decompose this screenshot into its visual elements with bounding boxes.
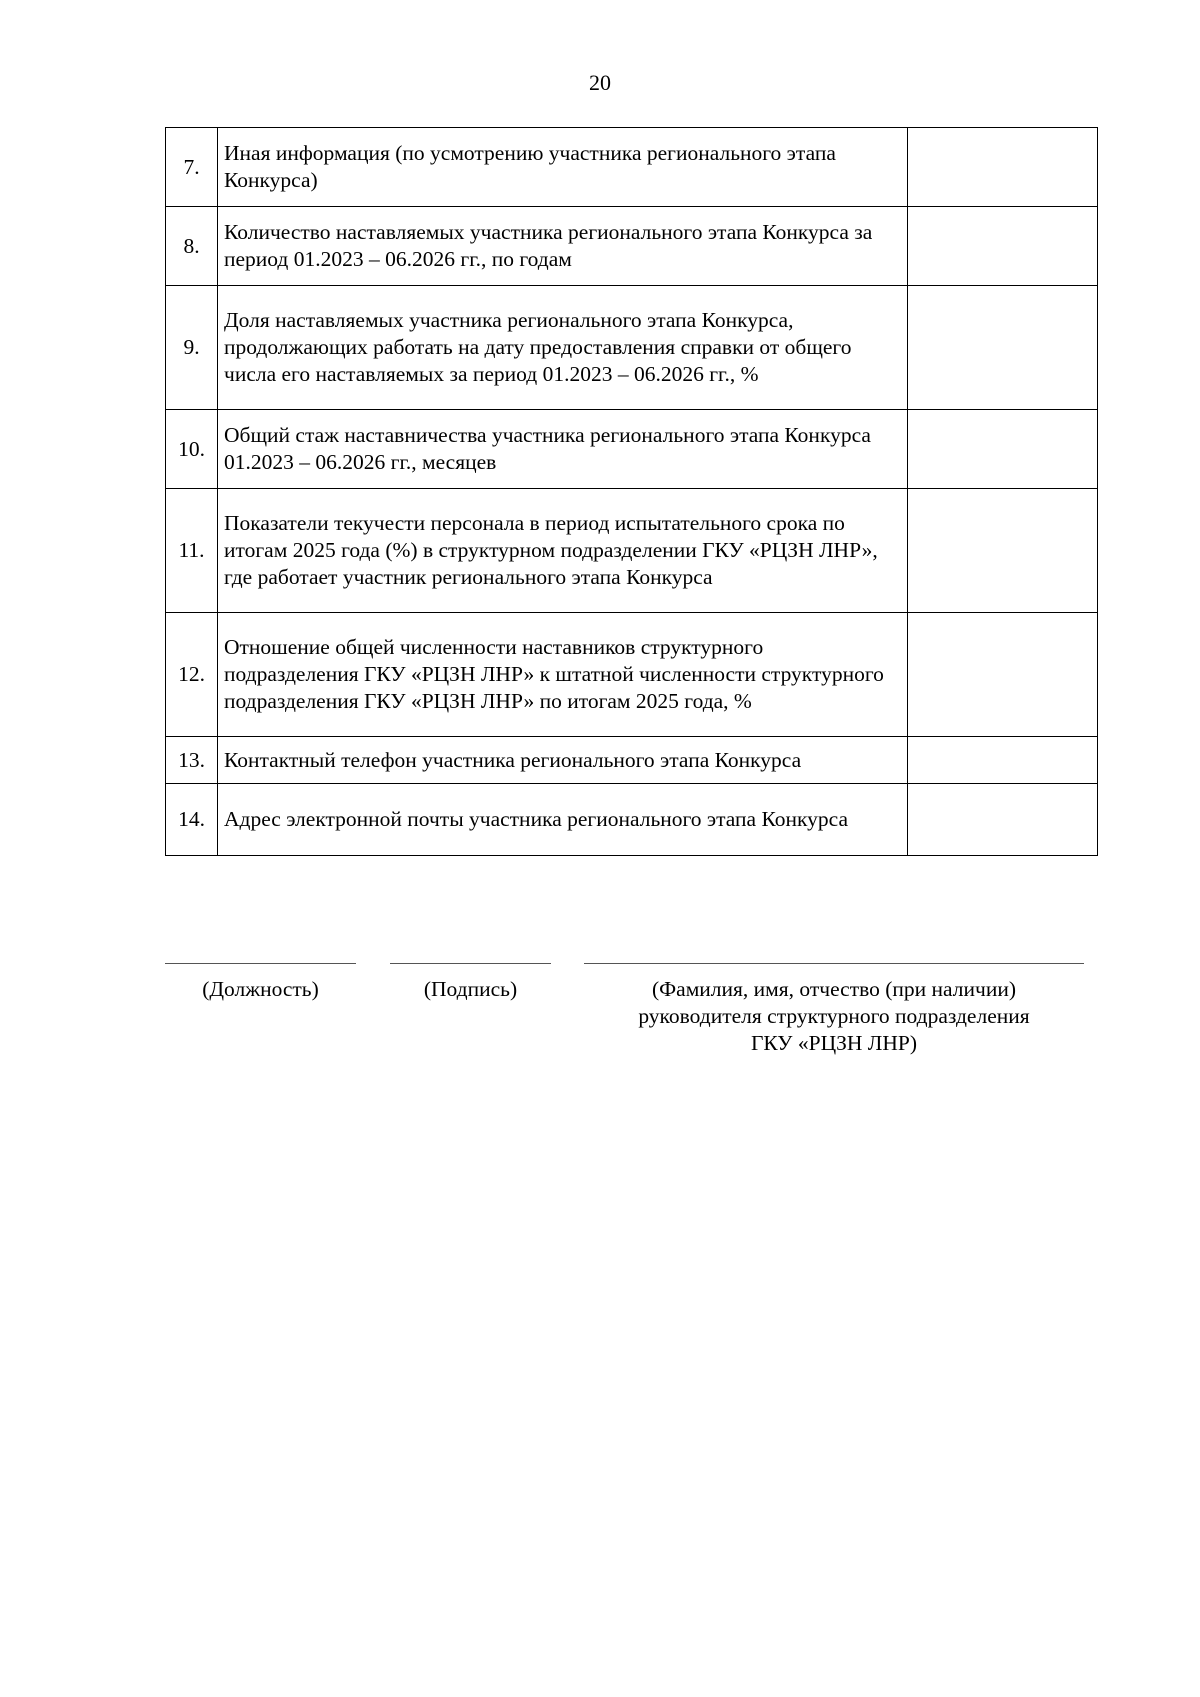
row-description: Общий стаж наставничества участника регионального этапа Конкурса 01.2023 – 06.2026 гг., месяцев	[218, 410, 908, 489]
full-name-caption	[584, 976, 1084, 1057]
row-value-cell[interactable]	[908, 737, 1098, 784]
table-row	[166, 410, 1098, 489]
row-number: 10.	[166, 410, 218, 489]
signature-line	[390, 963, 551, 964]
row-value-cell[interactable]	[908, 286, 1098, 410]
table-row	[166, 489, 1098, 613]
row-number: 12.	[166, 613, 218, 737]
row-number: 14.	[166, 784, 218, 856]
row-number: 11.	[166, 489, 218, 613]
table-row	[166, 128, 1098, 207]
row-description: Показатели текучести персонала в период испытательного срока по итогам 2025 года (%) в структурном подразделении ГКУ «РЦЗН ЛНР», где работает участник регионального этапа Конкурса	[218, 489, 908, 613]
row-description: Количество наставляемых участника регионального этапа Конкурса за период 01.2023 – 06.2026 гг., по годам	[218, 207, 908, 286]
position-caption: (Должность)	[202, 977, 319, 1001]
name-signature-line	[584, 963, 1084, 964]
row-value-cell[interactable]	[908, 784, 1098, 856]
row-description: Контактный телефон участника регионального этапа Конкурса	[218, 737, 908, 784]
table-row	[166, 737, 1098, 784]
row-value-cell[interactable]	[908, 207, 1098, 286]
row-number: 8.	[166, 207, 218, 286]
table-row	[166, 207, 1098, 286]
row-value-cell[interactable]	[908, 613, 1098, 737]
info-table	[165, 127, 1098, 856]
table-row	[166, 784, 1098, 856]
row-description: Адрес электронной почты участника регионального этапа Конкурса	[218, 784, 908, 856]
position-signature-line	[165, 963, 356, 964]
row-value-cell[interactable]	[908, 128, 1098, 207]
row-value-cell[interactable]	[908, 489, 1098, 613]
row-value-cell[interactable]	[908, 410, 1098, 489]
signature-caption: (Подпись)	[423, 977, 518, 1001]
row-number: 7.	[166, 128, 218, 207]
table-row	[166, 286, 1098, 410]
row-description: Отношение общей численности наставников структурного подразделения ГКУ «РЦЗН ЛНР» к штатной численности структурного подразделения ГКУ «РЦЗН ЛНР» по итогам 2025 года, %	[218, 613, 908, 737]
page-number: 20	[589, 70, 611, 95]
row-number: 9.	[166, 286, 218, 410]
full-name-caption-line: руководителя структурного подразделения	[638, 1004, 1030, 1028]
full-name-caption-line: (Фамилия, имя, отчество (при наличии)	[652, 977, 1016, 1001]
row-description: Доля наставляемых участника регионального этапа Конкурса, продолжающих работать на дату предоставления справки от общего числа его наставляемых за период 01.2023 – 06.2026 гг., %	[218, 286, 908, 410]
table-row	[166, 613, 1098, 737]
full-name-caption-line: ГКУ «РЦЗН ЛНР)	[750, 1031, 918, 1055]
row-number: 13.	[166, 737, 218, 784]
row-description: Иная информация (по усмотрению участника регионального этапа Конкурса)	[218, 128, 908, 207]
